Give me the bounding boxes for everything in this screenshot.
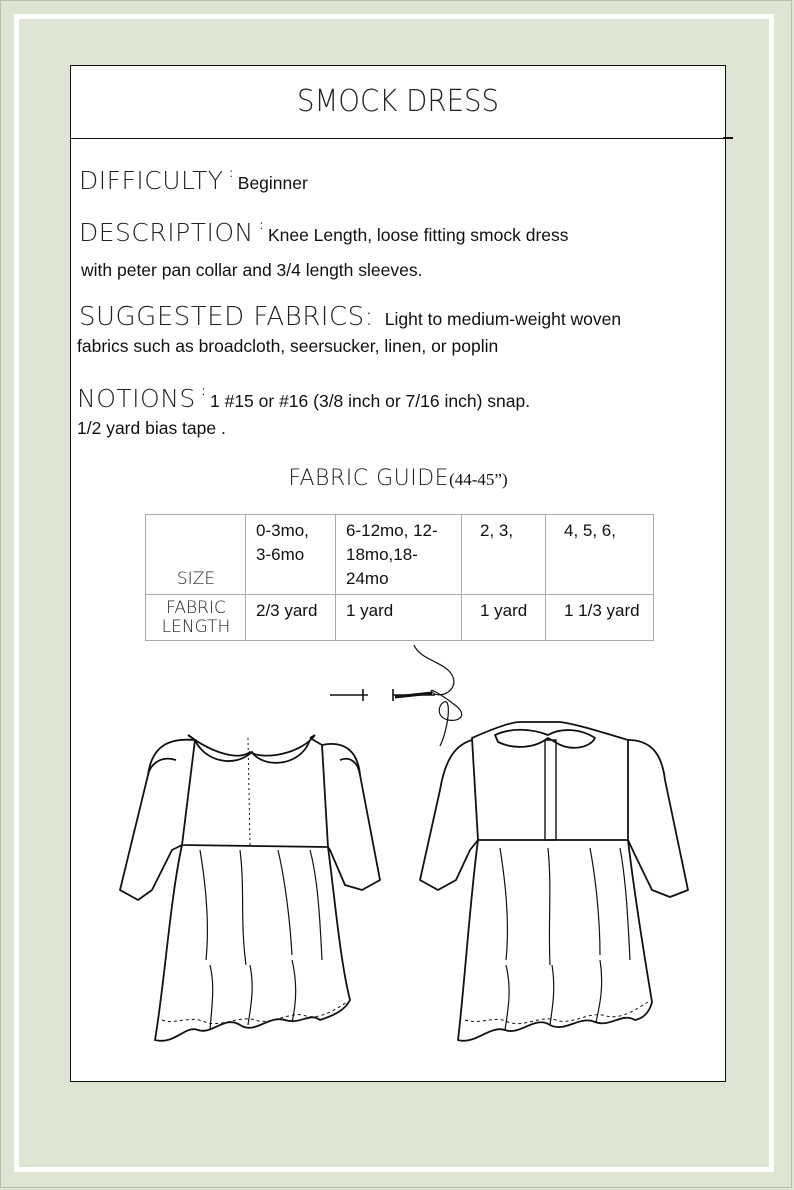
page-title: SMOCK DRESS	[296, 84, 500, 119]
needle-and-thread-icon	[330, 645, 462, 746]
fabric-guide-width: (44-45”)	[449, 470, 508, 489]
description-row: DESCRIPTION : Knee Length, loose fitting smock dress	[79, 218, 569, 247]
description-text-2: with peter pan collar and 3/4 length sleeves.	[81, 260, 423, 280]
notions-text-1: 1 #15 or #16 (3/8 inch or 7/16 inch) snap.	[210, 391, 531, 411]
fabrics-text-1: Light to medium-weight woven	[384, 309, 622, 329]
size-cell: 0-3mo, 3-6mo	[246, 515, 336, 595]
notions-text-2: 1/2 yard bias tape .	[77, 418, 226, 438]
difficulty-value: Beginner	[237, 173, 308, 193]
length-cell: 1 1/3 yard	[546, 595, 654, 641]
fabrics-label: SUGGESTED FABRICS:	[79, 302, 374, 332]
description-label: DESCRIPTION	[79, 218, 254, 247]
fabric-length-row-label: FABRIC LENGTH	[146, 595, 246, 641]
size-cell: 4, 5, 6,	[546, 515, 654, 595]
dress-back-illustration	[420, 722, 688, 1041]
length-cell: 1 yard	[336, 595, 462, 641]
fabric-guide-label: FABRIC GUIDE	[288, 466, 450, 491]
dress-front-illustration	[120, 735, 380, 1041]
fabrics-text-2: fabrics such as broadcloth, seersucker, linen, or poplin	[77, 336, 499, 356]
length-cell: 1 yard	[462, 595, 546, 641]
length-cell: 2/3 yard	[246, 595, 336, 641]
notions-row: NOTIONS : 1 #15 or #16 (3/8 inch or 7/16 inch) snap.	[77, 384, 531, 413]
size-cell: 6-12mo, 12- 18mo,18- 24mo	[336, 515, 462, 595]
notions-label: NOTIONS	[77, 384, 196, 413]
size-cell: 2, 3,	[462, 515, 546, 595]
description-text-1: Knee Length, loose fitting smock dress	[267, 225, 569, 245]
difficulty-label: DIFFICULTY	[79, 166, 224, 195]
difficulty-row: DIFFICULTY : Beginner	[79, 166, 308, 195]
size-row-label: SIZE	[146, 515, 246, 595]
